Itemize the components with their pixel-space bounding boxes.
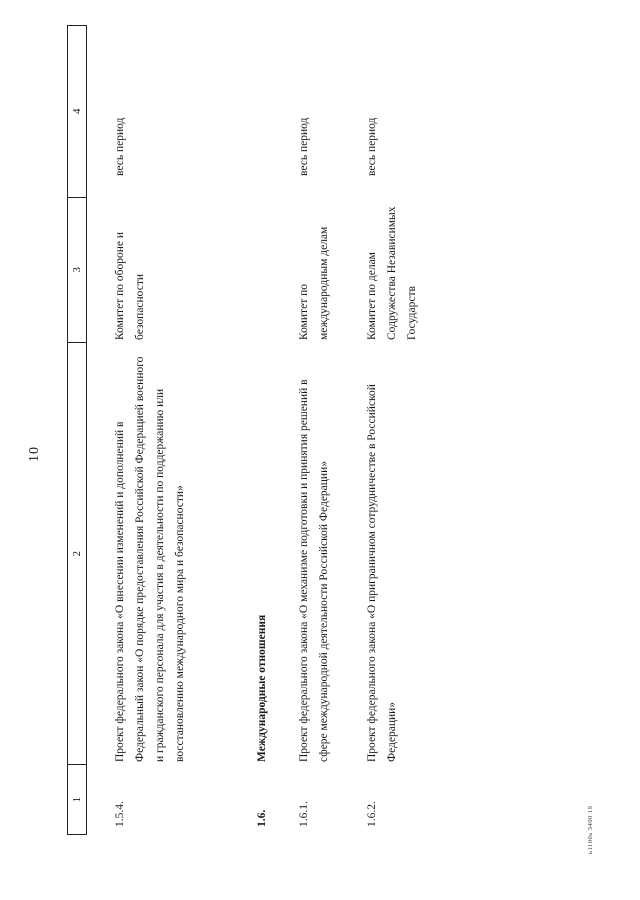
item-committee: Комитет по международным делам: [298, 226, 330, 340]
item-title: Проект федерального закона «О приграничном сотрудничестве в Российской Федерации»: [366, 384, 398, 762]
column-header-3: 3: [68, 197, 86, 343]
item-number: 1.6.2.: [366, 801, 378, 827]
item-committee: Комитет по делам Содружества Независимых Государств: [366, 206, 418, 340]
table-section-row: [252, 25, 294, 835]
page-number: 10: [27, 446, 42, 462]
table-row: [362, 25, 422, 835]
table-body: [110, 25, 422, 835]
table-row: [294, 25, 362, 835]
table-row: [110, 25, 252, 835]
column-header-2: 2: [68, 342, 86, 764]
column-header-1: 1: [68, 764, 86, 834]
item-period: весь период: [366, 117, 378, 176]
item-committee: Комитет по обороне и безопасности: [114, 231, 146, 340]
item-title: Проект федерального закона «О механизме подготовки и принятия решений в сфере международной деятельности Российской Федерации»: [298, 379, 330, 762]
section-title: Международные отношения: [256, 614, 268, 762]
item-title: Проект федерального закона «О внесении изменений и дополнений в Федеральный закон «О порядке предоставления Российской Федерацией военного и гражданского персонала для участия в деятельности по поддержанию или восстановлению международного мира и безопасности»: [114, 356, 186, 762]
item-number: 1.6.1.: [298, 801, 310, 827]
table-column-header-row: [67, 25, 87, 835]
item-period: весь период: [114, 117, 126, 176]
column-header-4: 4: [71, 108, 83, 115]
item-period: весь период: [298, 117, 310, 176]
footer-code: ь1100ь 3400 19: [587, 805, 594, 854]
section-number: 1.6.: [256, 809, 268, 827]
item-number: 1.5.4.: [114, 801, 126, 827]
